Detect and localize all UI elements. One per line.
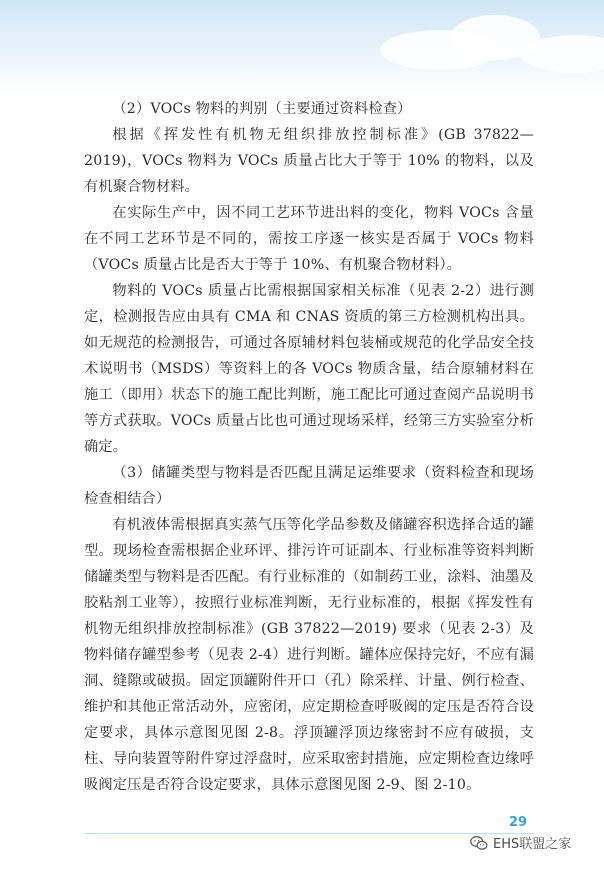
paragraph: 根据《挥发性有机物无组织排放控制标准》(GB 37822—2019)，VOCs 物料为 VOCs 质量占比大于等于 10% 的物料，以及有机聚合物材料。 — [84, 127, 534, 195]
watermark — [470, 833, 571, 852]
watermark-text: EHS联盟之家 — [493, 837, 572, 852]
footer-divider — [84, 833, 534, 834]
body-text — [84, 96, 534, 798]
paragraph: 在实际生产中，因不同工艺环节进出料的变化，物料 VOCs 含量在不同工艺环节是不同的，需按工序逐一核实是否属于 VOCs 物料（VOCs 质量占比是否大于等于 10%、有机聚合物材料）。 — [84, 205, 534, 273]
paragraph: 有机液体需根据真实蒸气压等化学品参数及储罐容积选择合适的罐型。现场检查需根据企业环评、排污许可证副本、行业标准等资料判断储罐类型与物料是否匹配。有行业标准的（如制药工业，涂料、油墨及胶粘剂工业等），按照行业标准判断，无行业标准的，根据《挥发性有机物无组织排放控制标准》(GB 37822—2019) 要求（见表 2-3）及物料储存罐型参考（见表 2-4）进行判断。罐体应保持完好，不应有漏洞、缝隙或破损。固定顶罐附件开口（孔）除采样、计量、例行检查、维护和其他正常活动外，应密闭，应定期检查呼吸阀的定压是否符合设定要求，具体示意图见图 2-8。浮顶罐浮顶边缘密封不应有破损，支柱、导向装置等附件穿过浮盘时，应采取密封措施，应定期检查边缘呼吸阀定压是否符合设定要求，具体示意图见图 2-9、图 2-10。 — [84, 517, 534, 793]
wechat-icon — [470, 835, 488, 851]
header-sky-background — [0, 0, 604, 95]
paragraph: 物料的 VOCs 质量占比需根据国家相关标准（见表 2-2）进行测定，检测报告应由具有 CMA 和 CNAS 资质的第三方检测机构出具。如无规范的检测报告，可通过各原辅材料包装桶或规范的化学品安全技术说明书（MSDS）等资料上的各 VOCs 物质含量，结合原辅材料在施工（即用）状态下的施工配比判断，施工配比可通过查阅产品说明书等方式获取。VOCs 质量占比也可通过现场采样，经第三方实验室分析确定。 — [84, 283, 534, 455]
page-number: 29 — [509, 815, 528, 830]
cloud-decoration — [520, 35, 604, 73]
section-heading-2: （2）VOCs 物料的判别（主要通过资料检查） — [112, 101, 412, 117]
section-heading-3: （3）储罐类型与物料是否匹配且满足运维要求（资料检查和现场检查相结合） — [84, 465, 534, 507]
